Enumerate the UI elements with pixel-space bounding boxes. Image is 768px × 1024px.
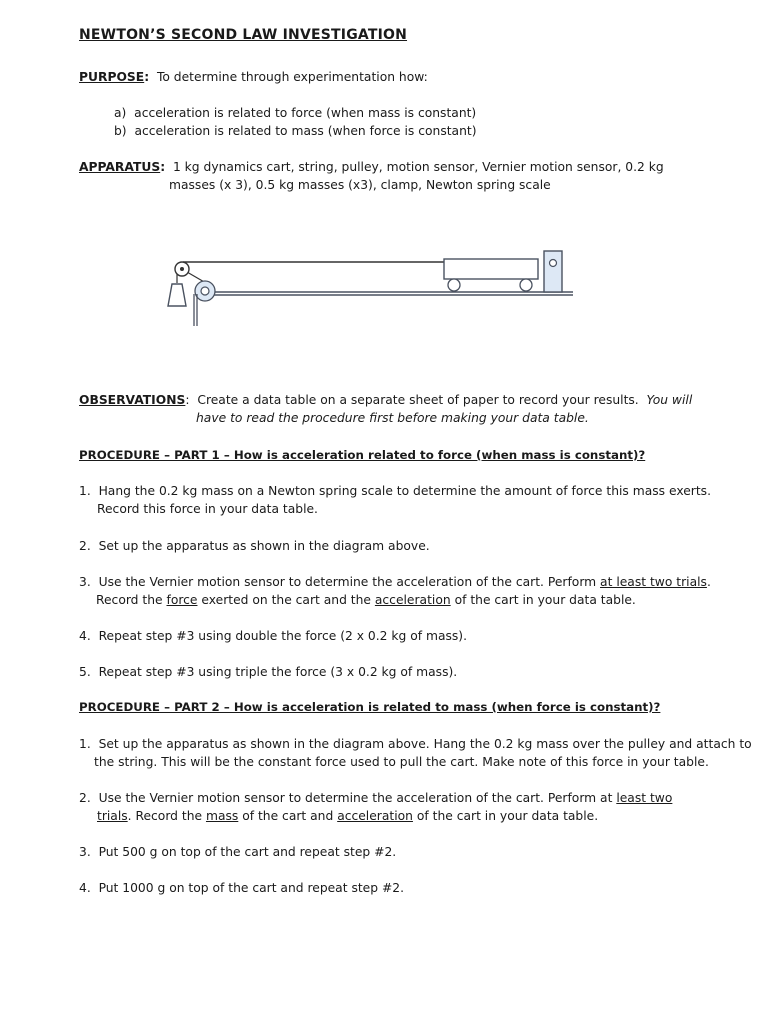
purpose-label: PURPOSE — [79, 70, 145, 84]
part2-step-2 — [79, 790, 672, 806]
step-text: Put 1000 g on top of the cart and repeat step #2. — [98, 881, 404, 895]
step-number: 5. — [79, 665, 91, 679]
step-text: . Record the — [127, 809, 206, 823]
part2-step-2-cont — [97, 808, 598, 824]
underlined-term: acceleration — [374, 593, 451, 607]
underlined-term: force — [166, 593, 198, 607]
apparatus-text-1: 1 kg dynamics cart, string, pulley, motion sensor, Vernier motion sensor, 0.2 kg — [172, 160, 664, 174]
step-text: Use the Vernier motion sensor to determine the acceleration of the cart. Perform — [98, 575, 601, 589]
step-text: Set up the apparatus as shown in the diagram above. Hang the 0.2 kg mass over the pulley and attach to — [98, 737, 752, 751]
part1-step-1-cont: Record this force in your data table. — [97, 502, 318, 516]
dynamics-cart — [444, 259, 538, 291]
step-text: Use the Vernier motion sensor to determine the acceleration of the cart. Perform at — [98, 791, 617, 805]
step-number: 3. — [79, 575, 91, 589]
part1-step-4 — [79, 628, 467, 644]
purpose-item-marker: b) — [114, 124, 127, 138]
step-text: Repeat step #3 using double the force (2 x 0.2 kg of mass). — [98, 629, 468, 643]
purpose-item-text: acceleration is related to force (when mass is constant) — [134, 106, 477, 120]
hanging-mass — [168, 284, 186, 306]
motion-sensor — [544, 251, 562, 292]
step-text: Hang the 0.2 kg mass on a Newton spring scale to determine the amount of force this mass exerts. — [98, 484, 711, 498]
step-text: Repeat step #3 using triple the force (3 x 0.2 kg of mass). — [98, 665, 458, 679]
part1-step-1 — [79, 483, 711, 499]
part1-step-3 — [79, 574, 711, 590]
part2-step-3 — [79, 844, 396, 860]
step-number: 3. — [79, 845, 91, 859]
observations-line-2: have to read the procedure first before making your data table. — [196, 411, 589, 425]
apparatus-colon: : — [160, 160, 166, 174]
pulley — [175, 262, 189, 276]
observations-label: OBSERVATIONS — [79, 393, 186, 407]
observations-colon: : — [185, 393, 190, 407]
purpose-item-marker: a) — [114, 106, 127, 120]
step-text: of the cart and — [238, 809, 338, 823]
step-text: Set up the apparatus as shown in the diagram above. — [98, 539, 430, 553]
step-text: Put 500 g on top of the cart and repeat step #2. — [98, 845, 397, 859]
step-text: Record the — [96, 593, 167, 607]
part1-heading: PROCEDURE – PART 1 – How is acceleration related to force (when mass is constant)? — [79, 448, 646, 462]
apparatus-line-2: masses (x 3), 0.5 kg masses (x3), clamp, Newton spring scale — [169, 178, 551, 192]
step-number: 1. — [79, 737, 91, 751]
underlined-term: at least two trials — [600, 575, 707, 589]
observations-text: Create a data table on a separate sheet of paper to record your results. — [197, 393, 639, 407]
step-number: 2. — [79, 791, 91, 805]
part2-step-1 — [79, 736, 752, 752]
underlined-term: acceleration — [337, 809, 413, 823]
step-text: of the cart in your data table. — [412, 809, 599, 823]
part1-step-2 — [79, 538, 430, 554]
step-text: of the cart in your data table. — [450, 593, 636, 607]
part2-step-1-cont: the string. This will be the constant force used to pull the cart. Make note of this force in your table. — [94, 755, 709, 769]
observations-italic-1: You will — [646, 393, 693, 407]
part2-heading: PROCEDURE – PART 2 – How is acceleration is related to mass (when force is constant)? — [79, 700, 661, 714]
underlined-term: trials — [97, 809, 128, 823]
step-number: 2. — [79, 539, 91, 553]
purpose-item-text: acceleration is related to mass (when force is constant) — [134, 124, 477, 138]
step-number: 4. — [79, 629, 91, 643]
underlined-term: mass — [205, 809, 239, 823]
underlined-term: least two — [616, 791, 673, 805]
purpose-text: To determine through experimentation how: — [156, 70, 428, 84]
part2-step-4 — [79, 880, 404, 896]
part1-step-5 — [79, 664, 457, 680]
track — [196, 292, 573, 295]
step-text: exerted on the cart and the — [197, 593, 375, 607]
step-number: 4. — [79, 881, 91, 895]
step-text: . — [706, 575, 711, 589]
clamp — [194, 281, 215, 326]
purpose-colon: : — [144, 70, 150, 84]
part1-step-3-cont — [96, 592, 636, 608]
step-number: 1. — [79, 484, 91, 498]
apparatus-diagram — [0, 0, 768, 340]
page-title: NEWTON’S SECOND LAW INVESTIGATION — [79, 27, 408, 43]
observations-line-1 — [79, 392, 692, 408]
apparatus-label: APPARATUS — [79, 160, 161, 174]
